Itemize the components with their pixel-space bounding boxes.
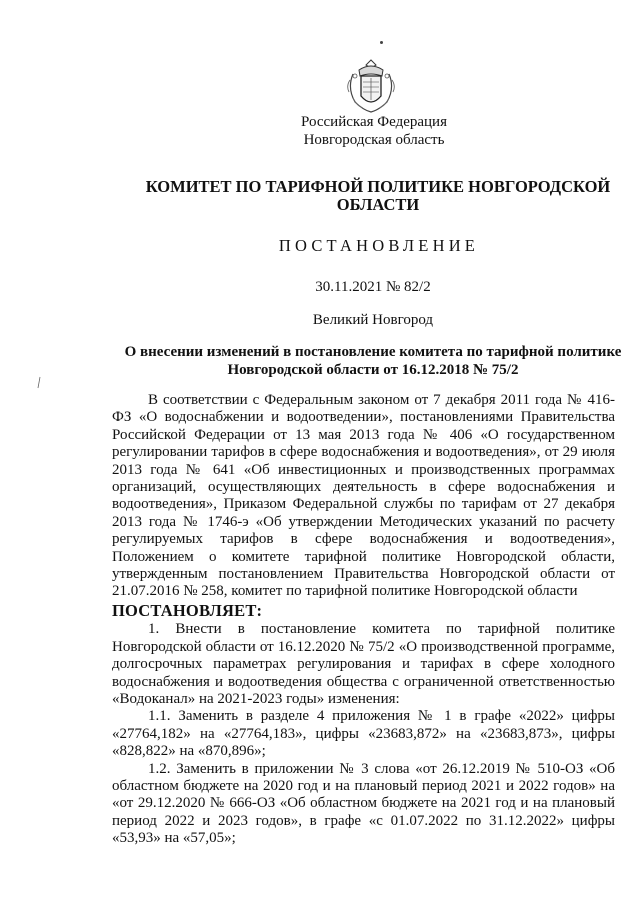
coat-of-arms-icon — [341, 56, 401, 116]
scan-stroke-mark — [36, 376, 42, 390]
document-body — [112, 392, 615, 848]
item-1-1-paragraph: 1.1. Заменить в разделе 4 приложения № 1 в графе «2022» цифры «27764,182» на «27764,183», цифры «23683,872» на «23683,873», цифры «828,822» на «870,896»; — [112, 708, 615, 760]
country-name: Российская Федерация — [301, 114, 447, 130]
place-name: Великий Новгород — [312, 312, 434, 328]
subject-line2: Новгородской области от 16.12.2018 № 75/2 — [227, 362, 519, 378]
scan-speck — [380, 41, 383, 44]
item-1-paragraph: 1. Внести в постановление комитета по тарифной политике Новгородской области от 16.12.2020 № 75/2 «О производственной программе, долгосрочных параметрах регулирования и тарифах в сфере холодного водоснабжения и водоотведения общества с ограниченной ответственностью «Водоканал» на 2021-2023 годы» изменения: — [112, 621, 615, 707]
region-name: Новгородская область — [303, 132, 445, 148]
subject-line1: О внесении изменений в постановление комитета по тарифной политике — [124, 344, 622, 360]
item-1-2-paragraph: 1.2. Заменить в приложении № 3 слова «от 26.12.2019 № 510-ОЗ «Об областном бюджете на 2020 год и на плановый период 2021 и 2022 годов» на «от 29.12.2020 № 666-ОЗ «Об областном бюджете на 2021 год и на плановый период 2022 и 2023 годов», в графе «с 01.07.2022 по 31.12.2022» цифры «53,93» на «57,05»; — [112, 760, 615, 847]
resolves-heading: ПОСТАНОВЛЯЕТ: — [112, 600, 263, 620]
date-number: 30.11.2021 № 82/2 — [315, 279, 431, 295]
committee-title-line2: ОБЛАСТИ — [336, 195, 420, 214]
committee-title-line1: КОМИТЕТ ПО ТАРИФНОЙ ПОЛИТИКЕ НОВГОРОДСКОЙ — [145, 177, 611, 196]
preamble-paragraph: В соответствии с Федеральным законом от 7 декабря 2011 года № 416-ФЗ «О водоснабжении и водоотведении», постановлениями Правительства Российской Федерации от 13 мая 2013 года № 406 «О государственном регулировании тарифов в сфере водоснабжения и водоотведения», от 29 июля 2013 года № 641 «Об инвестиционных и производственных программах организаций, осуществляющих деятельность в сфере водоснабжения и водоотведения», Приказом Федеральной службы по тарифам от 27 декабря 2013 года № 1746-э «Об утверждении Методических указаний по расчету регулируемых тарифов в сфере водоснабжения и водоотведения», Положением о комитете тарифной политике Новгородской области, утвержденным постановлением Правительства Новгородской области от 21.07.2016 № 258, комитет по тарифной политике Новгородской области — [112, 392, 615, 600]
document-type: ПОСТАНОВЛЕНИЕ — [278, 236, 480, 255]
